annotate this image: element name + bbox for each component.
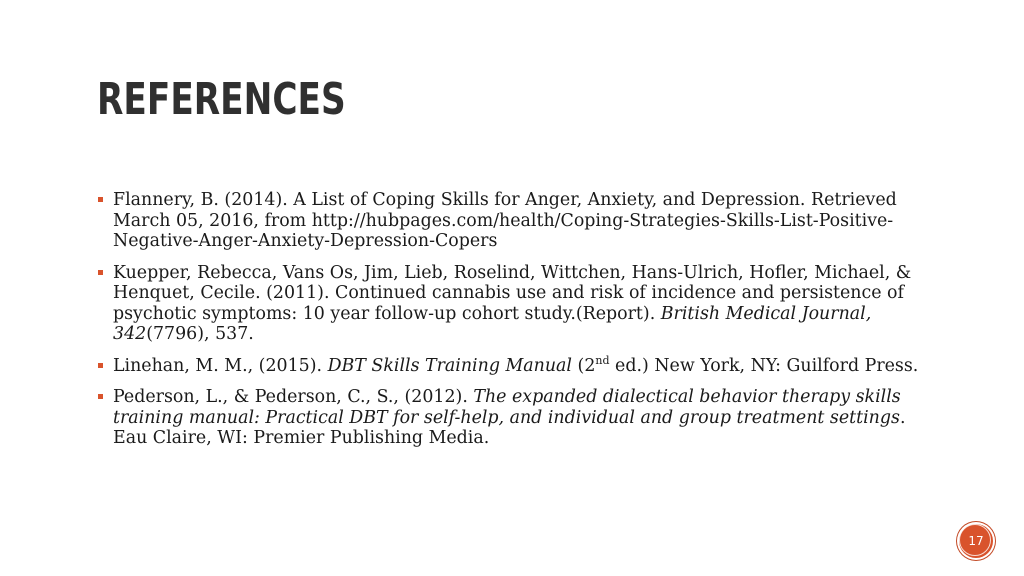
bullet-square-icon xyxy=(98,363,103,368)
badge-ring xyxy=(959,524,991,556)
book-title: DBT Skills Training Manual xyxy=(327,355,572,376)
reference-text: Flannery, B. (2014). A List of Coping Skills for Anger, Anxiety, and Depression. Retrieved March 05, 2016, from http://hubpages.com/health/Coping-Strategies-Skills-List-Positive-Negative-Anger-Anxiety-Depression-Copers xyxy=(113,190,897,251)
reference-list xyxy=(97,190,927,460)
reference-text: Linehan, M. M., (2015). DBT Skills Training Manual (2nd ed.) New York, NY: Guilford Press. xyxy=(113,353,919,376)
bullet-square-icon xyxy=(98,197,103,202)
reference-item xyxy=(97,263,927,345)
reference-item xyxy=(97,190,927,252)
slide-title: REFERENCES xyxy=(97,74,346,125)
reference-text: Kuepper, Rebecca, Vans Os, Jim, Lieb, Roselind, Wittchen, Hans-Ulrich, Hofler, Michael, & Henquet, Cecile. (2011). Continued cannabis use and risk of incidence and persistence of psychotic symptoms: 10 year follow-up cohort study.(Report). British Medical Journal, 342(7796), 537. xyxy=(113,262,912,344)
book-title: The expanded dialectical behavior therapy skills training manual: Practical DBT for self-help, and individual and group treatment settings xyxy=(113,387,901,428)
reference-text: Pederson, L., & Pederson, C., S., (2012). The expanded dialectical behavior therapy skills training manual: Practical DBT for self-help, and individual and group treatment settings. Eau Claire, WI: Premier Publishing Media. xyxy=(113,387,906,448)
slide-number-badge xyxy=(957,522,995,560)
bullet-square-icon xyxy=(98,394,103,399)
slide-number: 17 xyxy=(968,534,984,548)
reference-item xyxy=(97,387,927,449)
reference-item xyxy=(97,353,927,377)
journal-title: British Medical Journal, 342 xyxy=(113,303,872,344)
bullet-square-icon xyxy=(98,270,103,275)
